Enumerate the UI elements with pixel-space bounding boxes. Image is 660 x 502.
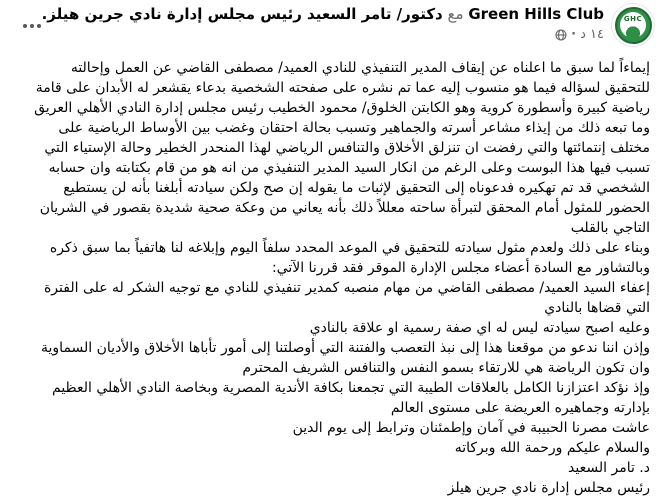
- post-text-line: الحضور للمثول أمام المحقق لتبرأة ساحته معللاً ذلك بأنه يعاني من وعكة صحية شديدة بقصور في الشريان: [39, 200, 650, 216]
- post-timestamp[interactable]: ١٤ د: [580, 27, 604, 42]
- post-text-line: وبناء على ذلك ولعدم مثول سيادته للتحقيق في الموعد المحدد سلفاً اليوم وإبلاغه لنا هاتفياً بما سبق ذكره: [49, 240, 650, 256]
- globe-icon: [555, 29, 567, 41]
- post-text-line: وان تكون الرياضة هي للارتقاء بسمو النفس والتنافس الشريف المحترم: [242, 360, 650, 376]
- club-crest-icon: [615, 7, 652, 44]
- post-text-line: إيماءاً لما سبق ما اعلناه عن إيقاف المدير التنفيذي للنادي العميد/ مصطفى القاضي عن العمل وإحالته: [70, 60, 650, 76]
- post-text-line: بإدارته وجماهيره العريضة على مستوى العالم: [390, 400, 650, 416]
- post-text-line: وما تبعه ذلك من إيذاء مشاعر أسرته والجماهير وتسبب بحالة احتقان وغضب بين الأوساط الرياضية على: [58, 120, 650, 136]
- post-body: [4, 58, 650, 498]
- post-text-line: وبالتشاور مع السادة أعضاء مجلس الإدارة الموقر فقد قررنا الآتي:: [271, 260, 650, 276]
- post-text-line: والسلام عليكم ورحمة الله وبركاته: [454, 440, 650, 456]
- ellipsis-icon: [37, 24, 41, 28]
- post-text-line: التاجي بالقلب: [570, 220, 650, 236]
- post-header: [5, 3, 655, 47]
- page-name-link[interactable]: Green Hills Club: [468, 5, 604, 23]
- more-options-button[interactable]: [16, 14, 48, 38]
- club-crest-initials: GHC: [623, 15, 643, 23]
- post-text-line: إعفاء السيد العميد/ مصطفى القاضي من مهام منصبه كمدير تنفيذي للنادي مع توجيه الشكر له على الفترة: [43, 280, 650, 296]
- with-connector: مع: [447, 5, 464, 23]
- post-header-info: [42, 3, 604, 43]
- post-text-line: وعليه اصبح سيادته ليس له اي صفة رسمية او علاقة بالنادي: [309, 320, 650, 336]
- post-text-line: عاشت مصرنا الحبيبة في آمان وإطمئنان وترابط إلى يوم الدين: [292, 420, 650, 436]
- tagged-page-link[interactable]: دكتور/ تامر السعيد رئيس مجلس إدارة نادي جرين هيلز.: [41, 5, 443, 23]
- post-text-line: مختلف إنتمائتها والتي رفضت ان تنزلق الأخلاق والتنافس الرياضي لهذا المنحدر الخطير وحالة الإستياء التي: [44, 140, 650, 156]
- post-text-line: رياضية كبيرة وأسطورة كروية وهو الكابتن الخلوق/ محمود الخطيب رئيس مجلس إدارة النادي الأهلي العريق: [34, 100, 650, 116]
- post-text-line: رئيس مجلس إدارة نادي جرين هيلز: [447, 480, 650, 496]
- post-text-line: للتحقيق لسؤاله فيما هو منسوب إليه عما تم نشره على صفحته الشخصية بدعاء يقشعر له الأبدان على قامة: [35, 80, 650, 96]
- post-text-line: الشخصي قد تم تهكيره فدعوناه إلى التحقيق لإثبات ما يقوله إن صح ولكن سيادته أبلغنا بأنه لن يستطيع: [63, 180, 650, 196]
- post-byline: [42, 4, 604, 24]
- post-text-line: تسبب فيها هذا البوست وعلى الرغم من انكار السيد المدير التنفيذي من انه هو من قام بكتابته وان حسابه: [48, 160, 650, 176]
- page-avatar[interactable]: [611, 3, 655, 47]
- post-text-line: وإذن اننا ندعو من موقعنا هذا إلى نبذ التعصب والفتنة التي أوصلتنا إلى أمور تأباها الأخلاق والأديان السماوية: [41, 340, 650, 356]
- post-text-line: وإذ نؤكد اعتزازنا الكامل بالعلاقات الطيبة التي تجمعنا بكافة الأندية المصرية وبخاصة النادي الأهلي العظيم: [52, 380, 650, 396]
- meta-separator: ·: [571, 27, 577, 42]
- post-text-line: التي قضاها بالنادي: [544, 300, 650, 316]
- post-meta: [42, 27, 604, 43]
- post-text-line: د. تامر السعيد: [568, 460, 650, 476]
